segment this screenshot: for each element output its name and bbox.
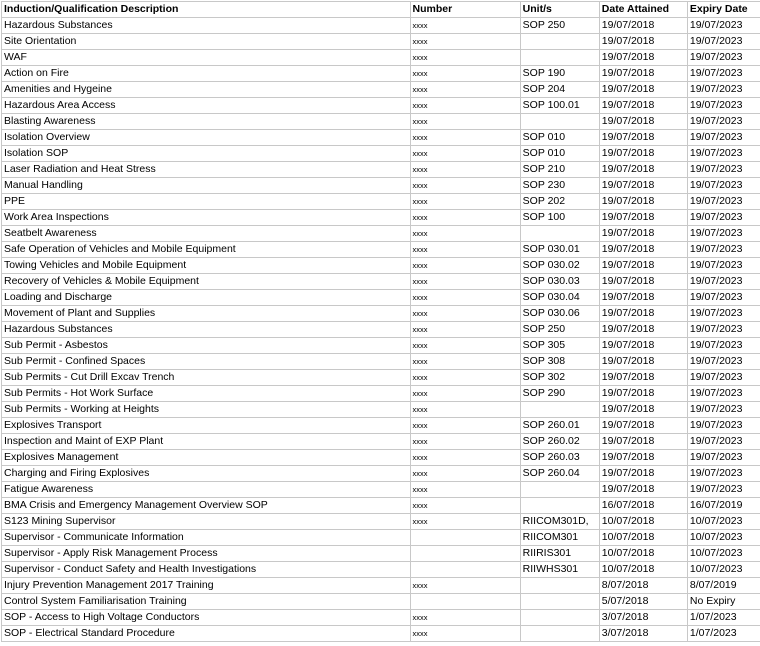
cell-date-attained: 19/07/2018 xyxy=(599,34,687,50)
cell-description: Sub Permit - Asbestos xyxy=(2,338,411,354)
cell-number: xxxx xyxy=(410,434,520,450)
cell-expiry-date: 19/07/2023 xyxy=(687,98,760,114)
cell-units: SOP 305 xyxy=(520,338,599,354)
table-row xyxy=(2,306,760,322)
table-row xyxy=(2,402,760,418)
cell-description: PPE xyxy=(2,194,411,210)
cell-description: Explosives Management xyxy=(2,450,411,466)
cell-expiry-date: 19/07/2023 xyxy=(687,50,760,66)
table-row xyxy=(2,34,760,50)
cell-units: SOP 302 xyxy=(520,370,599,386)
cell-date-attained: 19/07/2018 xyxy=(599,130,687,146)
cell-date-attained: 10/07/2018 xyxy=(599,546,687,562)
table-row xyxy=(2,66,760,82)
cell-number: xxxx xyxy=(410,98,520,114)
cell-date-attained: 19/07/2018 xyxy=(599,258,687,274)
table-row xyxy=(2,482,760,498)
cell-description: Isolation Overview xyxy=(2,130,411,146)
table-row xyxy=(2,322,760,338)
cell-description: Action on Fire xyxy=(2,66,411,82)
cell-description: Seatbelt Awareness xyxy=(2,226,411,242)
cell-units xyxy=(520,114,599,130)
table-row xyxy=(2,498,760,514)
cell-units: SOP 030.06 xyxy=(520,306,599,322)
cell-description: BMA Crisis and Emergency Management Overview SOP xyxy=(2,498,411,514)
cell-expiry-date: 19/07/2023 xyxy=(687,18,760,34)
cell-description: Injury Prevention Management 2017 Training xyxy=(2,578,411,594)
table-row xyxy=(2,18,760,34)
cell-description: Hazardous Substances xyxy=(2,18,411,34)
table-row xyxy=(2,530,760,546)
cell-description: Sub Permits - Working at Heights xyxy=(2,402,411,418)
cell-expiry-date: 19/07/2023 xyxy=(687,194,760,210)
cell-number: xxxx xyxy=(410,50,520,66)
cell-units: RIIRIS301 xyxy=(520,546,599,562)
cell-number: xxxx xyxy=(410,258,520,274)
cell-expiry-date: 19/07/2023 xyxy=(687,178,760,194)
cell-number: xxxx xyxy=(410,338,520,354)
table-row xyxy=(2,258,760,274)
cell-number: xxxx xyxy=(410,34,520,50)
table-row xyxy=(2,114,760,130)
cell-description: Supervisor - Conduct Safety and Health Investigations xyxy=(2,562,411,578)
cell-description: Sub Permits - Hot Work Surface xyxy=(2,386,411,402)
cell-units: SOP 030.01 xyxy=(520,242,599,258)
cell-number xyxy=(410,530,520,546)
cell-description: Inspection and Maint of EXP Plant xyxy=(2,434,411,450)
cell-date-attained: 19/07/2018 xyxy=(599,402,687,418)
cell-units: SOP 260.02 xyxy=(520,434,599,450)
header-row xyxy=(2,2,760,18)
table-row xyxy=(2,338,760,354)
cell-units: SOP 030.02 xyxy=(520,258,599,274)
cell-expiry-date: 19/07/2023 xyxy=(687,66,760,82)
cell-description: Loading and Discharge xyxy=(2,290,411,306)
cell-number: xxxx xyxy=(410,274,520,290)
cell-number: xxxx xyxy=(410,578,520,594)
cell-date-attained: 19/07/2018 xyxy=(599,450,687,466)
cell-description: Hazardous Area Access xyxy=(2,98,411,114)
cell-expiry-date: 19/07/2023 xyxy=(687,338,760,354)
cell-expiry-date: 10/07/2023 xyxy=(687,562,760,578)
cell-date-attained: 19/07/2018 xyxy=(599,226,687,242)
cell-expiry-date: 19/07/2023 xyxy=(687,130,760,146)
cell-units xyxy=(520,226,599,242)
cell-number: xxxx xyxy=(410,498,520,514)
cell-description: Towing Vehicles and Mobile Equipment xyxy=(2,258,411,274)
cell-description: Isolation SOP xyxy=(2,146,411,162)
cell-description: Work Area Inspections xyxy=(2,210,411,226)
cell-description: Control System Familiarisation Training xyxy=(2,594,411,610)
cell-expiry-date: 10/07/2023 xyxy=(687,546,760,562)
table-row xyxy=(2,242,760,258)
cell-date-attained: 3/07/2018 xyxy=(599,626,687,642)
cell-expiry-date: 19/07/2023 xyxy=(687,370,760,386)
cell-description: Sub Permits - Cut Drill Excav Trench xyxy=(2,370,411,386)
cell-description: Hazardous Substances xyxy=(2,322,411,338)
table-row xyxy=(2,386,760,402)
cell-units xyxy=(520,578,599,594)
table-row xyxy=(2,146,760,162)
cell-description: Amenities and Hygeine xyxy=(2,82,411,98)
cell-expiry-date: 19/07/2023 xyxy=(687,162,760,178)
cell-description: Charging and Firing Explosives xyxy=(2,466,411,482)
cell-date-attained: 19/07/2018 xyxy=(599,146,687,162)
cell-expiry-date: 19/07/2023 xyxy=(687,466,760,482)
table-header xyxy=(2,2,760,18)
cell-units: SOP 308 xyxy=(520,354,599,370)
cell-units: SOP 230 xyxy=(520,178,599,194)
table-row xyxy=(2,178,760,194)
table-row xyxy=(2,578,760,594)
cell-expiry-date: 19/07/2023 xyxy=(687,258,760,274)
cell-date-attained: 10/07/2018 xyxy=(599,562,687,578)
qualifications-table xyxy=(1,1,760,642)
cell-units: SOP 190 xyxy=(520,66,599,82)
cell-expiry-date: 19/07/2023 xyxy=(687,34,760,50)
cell-number: xxxx xyxy=(410,626,520,642)
cell-expiry-date: 19/07/2023 xyxy=(687,226,760,242)
cell-number: xxxx xyxy=(410,306,520,322)
cell-description: Safe Operation of Vehicles and Mobile Equipment xyxy=(2,242,411,258)
cell-number: xxxx xyxy=(410,242,520,258)
table-row xyxy=(2,514,760,530)
cell-expiry-date: 19/07/2023 xyxy=(687,322,760,338)
cell-description: WAF xyxy=(2,50,411,66)
cell-units: SOP 100 xyxy=(520,210,599,226)
cell-units: SOP 010 xyxy=(520,146,599,162)
cell-units xyxy=(520,402,599,418)
cell-expiry-date: 10/07/2023 xyxy=(687,514,760,530)
cell-number: xxxx xyxy=(410,146,520,162)
cell-units xyxy=(520,594,599,610)
cell-description: Sub Permit - Confined Spaces xyxy=(2,354,411,370)
table-row xyxy=(2,210,760,226)
cell-date-attained: 19/07/2018 xyxy=(599,306,687,322)
cell-number: xxxx xyxy=(410,114,520,130)
table-row xyxy=(2,418,760,434)
cell-date-attained: 19/07/2018 xyxy=(599,82,687,98)
cell-expiry-date: 19/07/2023 xyxy=(687,434,760,450)
cell-description: Recovery of Vehicles & Mobile Equipment xyxy=(2,274,411,290)
cell-units xyxy=(520,498,599,514)
cell-date-attained: 10/07/2018 xyxy=(599,530,687,546)
table-row xyxy=(2,354,760,370)
cell-units: SOP 210 xyxy=(520,162,599,178)
cell-expiry-date: 19/07/2023 xyxy=(687,386,760,402)
cell-expiry-date: 19/07/2023 xyxy=(687,290,760,306)
cell-units: RIICOM301D, xyxy=(520,514,599,530)
cell-date-attained: 19/07/2018 xyxy=(599,354,687,370)
cell-expiry-date: 19/07/2023 xyxy=(687,306,760,322)
cell-date-attained: 19/07/2018 xyxy=(599,290,687,306)
cell-expiry-date: 1/07/2023 xyxy=(687,610,760,626)
cell-expiry-date: 19/07/2023 xyxy=(687,450,760,466)
cell-units: SOP 030.04 xyxy=(520,290,599,306)
cell-description: Site Orientation xyxy=(2,34,411,50)
cell-number: xxxx xyxy=(410,178,520,194)
header-number: Number xyxy=(410,2,520,18)
cell-units: SOP 202 xyxy=(520,194,599,210)
table-body xyxy=(2,18,760,642)
cell-expiry-date: 8/07/2019 xyxy=(687,578,760,594)
cell-number: xxxx xyxy=(410,18,520,34)
cell-description: Explosives Transport xyxy=(2,418,411,434)
cell-units xyxy=(520,34,599,50)
cell-number: xxxx xyxy=(410,82,520,98)
cell-date-attained: 19/07/2018 xyxy=(599,274,687,290)
cell-expiry-date: 19/07/2023 xyxy=(687,242,760,258)
cell-description: Fatigue Awareness xyxy=(2,482,411,498)
table-row xyxy=(2,610,760,626)
cell-date-attained: 5/07/2018 xyxy=(599,594,687,610)
cell-description: SOP - Electrical Standard Procedure xyxy=(2,626,411,642)
cell-units: SOP 010 xyxy=(520,130,599,146)
cell-units: SOP 260.03 xyxy=(520,450,599,466)
cell-units: SOP 250 xyxy=(520,322,599,338)
header-date-attained: Date Attained xyxy=(599,2,687,18)
cell-units: SOP 260.04 xyxy=(520,466,599,482)
cell-description: Manual Handling xyxy=(2,178,411,194)
table-row xyxy=(2,162,760,178)
header-description: Induction/Qualification Description xyxy=(2,2,411,18)
cell-number: xxxx xyxy=(410,386,520,402)
cell-date-attained: 19/07/2018 xyxy=(599,386,687,402)
header-expiry-date: Expiry Date xyxy=(687,2,760,18)
cell-date-attained: 19/07/2018 xyxy=(599,466,687,482)
cell-expiry-date: 19/07/2023 xyxy=(687,418,760,434)
cell-number: xxxx xyxy=(410,226,520,242)
table-row xyxy=(2,50,760,66)
table-row xyxy=(2,434,760,450)
cell-units: SOP 030.03 xyxy=(520,274,599,290)
cell-units: SOP 260.01 xyxy=(520,418,599,434)
table-row xyxy=(2,130,760,146)
cell-date-attained: 19/07/2018 xyxy=(599,178,687,194)
cell-units: RIICOM301 xyxy=(520,530,599,546)
cell-number: xxxx xyxy=(410,354,520,370)
cell-units: RIIWHS301 xyxy=(520,562,599,578)
cell-number: xxxx xyxy=(410,450,520,466)
cell-units: SOP 100.01 xyxy=(520,98,599,114)
cell-date-attained: 19/07/2018 xyxy=(599,482,687,498)
table-row xyxy=(2,290,760,306)
cell-expiry-date: 16/07/2019 xyxy=(687,498,760,514)
cell-expiry-date: 19/07/2023 xyxy=(687,274,760,290)
table-row xyxy=(2,562,760,578)
cell-date-attained: 16/07/2018 xyxy=(599,498,687,514)
cell-date-attained: 19/07/2018 xyxy=(599,370,687,386)
cell-description: Supervisor - Apply Risk Management Process xyxy=(2,546,411,562)
cell-expiry-date: 1/07/2023 xyxy=(687,626,760,642)
cell-expiry-date: 19/07/2023 xyxy=(687,482,760,498)
cell-number: xxxx xyxy=(410,482,520,498)
cell-date-attained: 19/07/2018 xyxy=(599,242,687,258)
cell-number: xxxx xyxy=(410,130,520,146)
header-units: Unit/s xyxy=(520,2,599,18)
cell-number: xxxx xyxy=(410,418,520,434)
cell-expiry-date: 19/07/2023 xyxy=(687,210,760,226)
cell-date-attained: 19/07/2018 xyxy=(599,322,687,338)
cell-date-attained: 19/07/2018 xyxy=(599,114,687,130)
cell-description: Supervisor - Communicate Information xyxy=(2,530,411,546)
cell-expiry-date: No Expiry xyxy=(687,594,760,610)
cell-units xyxy=(520,50,599,66)
cell-date-attained: 19/07/2018 xyxy=(599,418,687,434)
cell-number: xxxx xyxy=(410,466,520,482)
cell-number: xxxx xyxy=(410,162,520,178)
cell-date-attained: 19/07/2018 xyxy=(599,18,687,34)
cell-number: xxxx xyxy=(410,66,520,82)
cell-date-attained: 19/07/2018 xyxy=(599,66,687,82)
cell-date-attained: 10/07/2018 xyxy=(599,514,687,530)
table-row xyxy=(2,626,760,642)
cell-date-attained: 19/07/2018 xyxy=(599,194,687,210)
cell-expiry-date: 19/07/2023 xyxy=(687,402,760,418)
cell-units xyxy=(520,482,599,498)
cell-date-attained: 19/07/2018 xyxy=(599,50,687,66)
cell-expiry-date: 19/07/2023 xyxy=(687,114,760,130)
table-row xyxy=(2,594,760,610)
table-row xyxy=(2,98,760,114)
cell-units: SOP 204 xyxy=(520,82,599,98)
cell-number: xxxx xyxy=(410,290,520,306)
cell-number: xxxx xyxy=(410,370,520,386)
table-row xyxy=(2,82,760,98)
cell-units xyxy=(520,626,599,642)
cell-description: Blasting Awareness xyxy=(2,114,411,130)
cell-number: xxxx xyxy=(410,514,520,530)
cell-description: Movement of Plant and Supplies xyxy=(2,306,411,322)
table-row xyxy=(2,226,760,242)
cell-number xyxy=(410,562,520,578)
cell-date-attained: 3/07/2018 xyxy=(599,610,687,626)
cell-expiry-date: 19/07/2023 xyxy=(687,146,760,162)
cell-date-attained: 19/07/2018 xyxy=(599,162,687,178)
cell-number: xxxx xyxy=(410,194,520,210)
cell-description: S123 Mining Supervisor xyxy=(2,514,411,530)
cell-number xyxy=(410,546,520,562)
cell-number: xxxx xyxy=(410,322,520,338)
cell-number: xxxx xyxy=(410,210,520,226)
table-row xyxy=(2,546,760,562)
cell-date-attained: 19/07/2018 xyxy=(599,434,687,450)
cell-date-attained: 19/07/2018 xyxy=(599,98,687,114)
table-row xyxy=(2,370,760,386)
table-row xyxy=(2,194,760,210)
cell-units: SOP 290 xyxy=(520,386,599,402)
cell-description: Laser Radiation and Heat Stress xyxy=(2,162,411,178)
cell-number: xxxx xyxy=(410,610,520,626)
cell-expiry-date: 19/07/2023 xyxy=(687,354,760,370)
cell-expiry-date: 19/07/2023 xyxy=(687,82,760,98)
cell-date-attained: 19/07/2018 xyxy=(599,338,687,354)
cell-expiry-date: 10/07/2023 xyxy=(687,530,760,546)
cell-number xyxy=(410,594,520,610)
cell-date-attained: 19/07/2018 xyxy=(599,210,687,226)
table-row xyxy=(2,450,760,466)
cell-units xyxy=(520,610,599,626)
cell-number: xxxx xyxy=(410,402,520,418)
table-row xyxy=(2,466,760,482)
cell-date-attained: 8/07/2018 xyxy=(599,578,687,594)
cell-units: SOP 250 xyxy=(520,18,599,34)
cell-description: SOP - Access to High Voltage Conductors xyxy=(2,610,411,626)
table-row xyxy=(2,274,760,290)
